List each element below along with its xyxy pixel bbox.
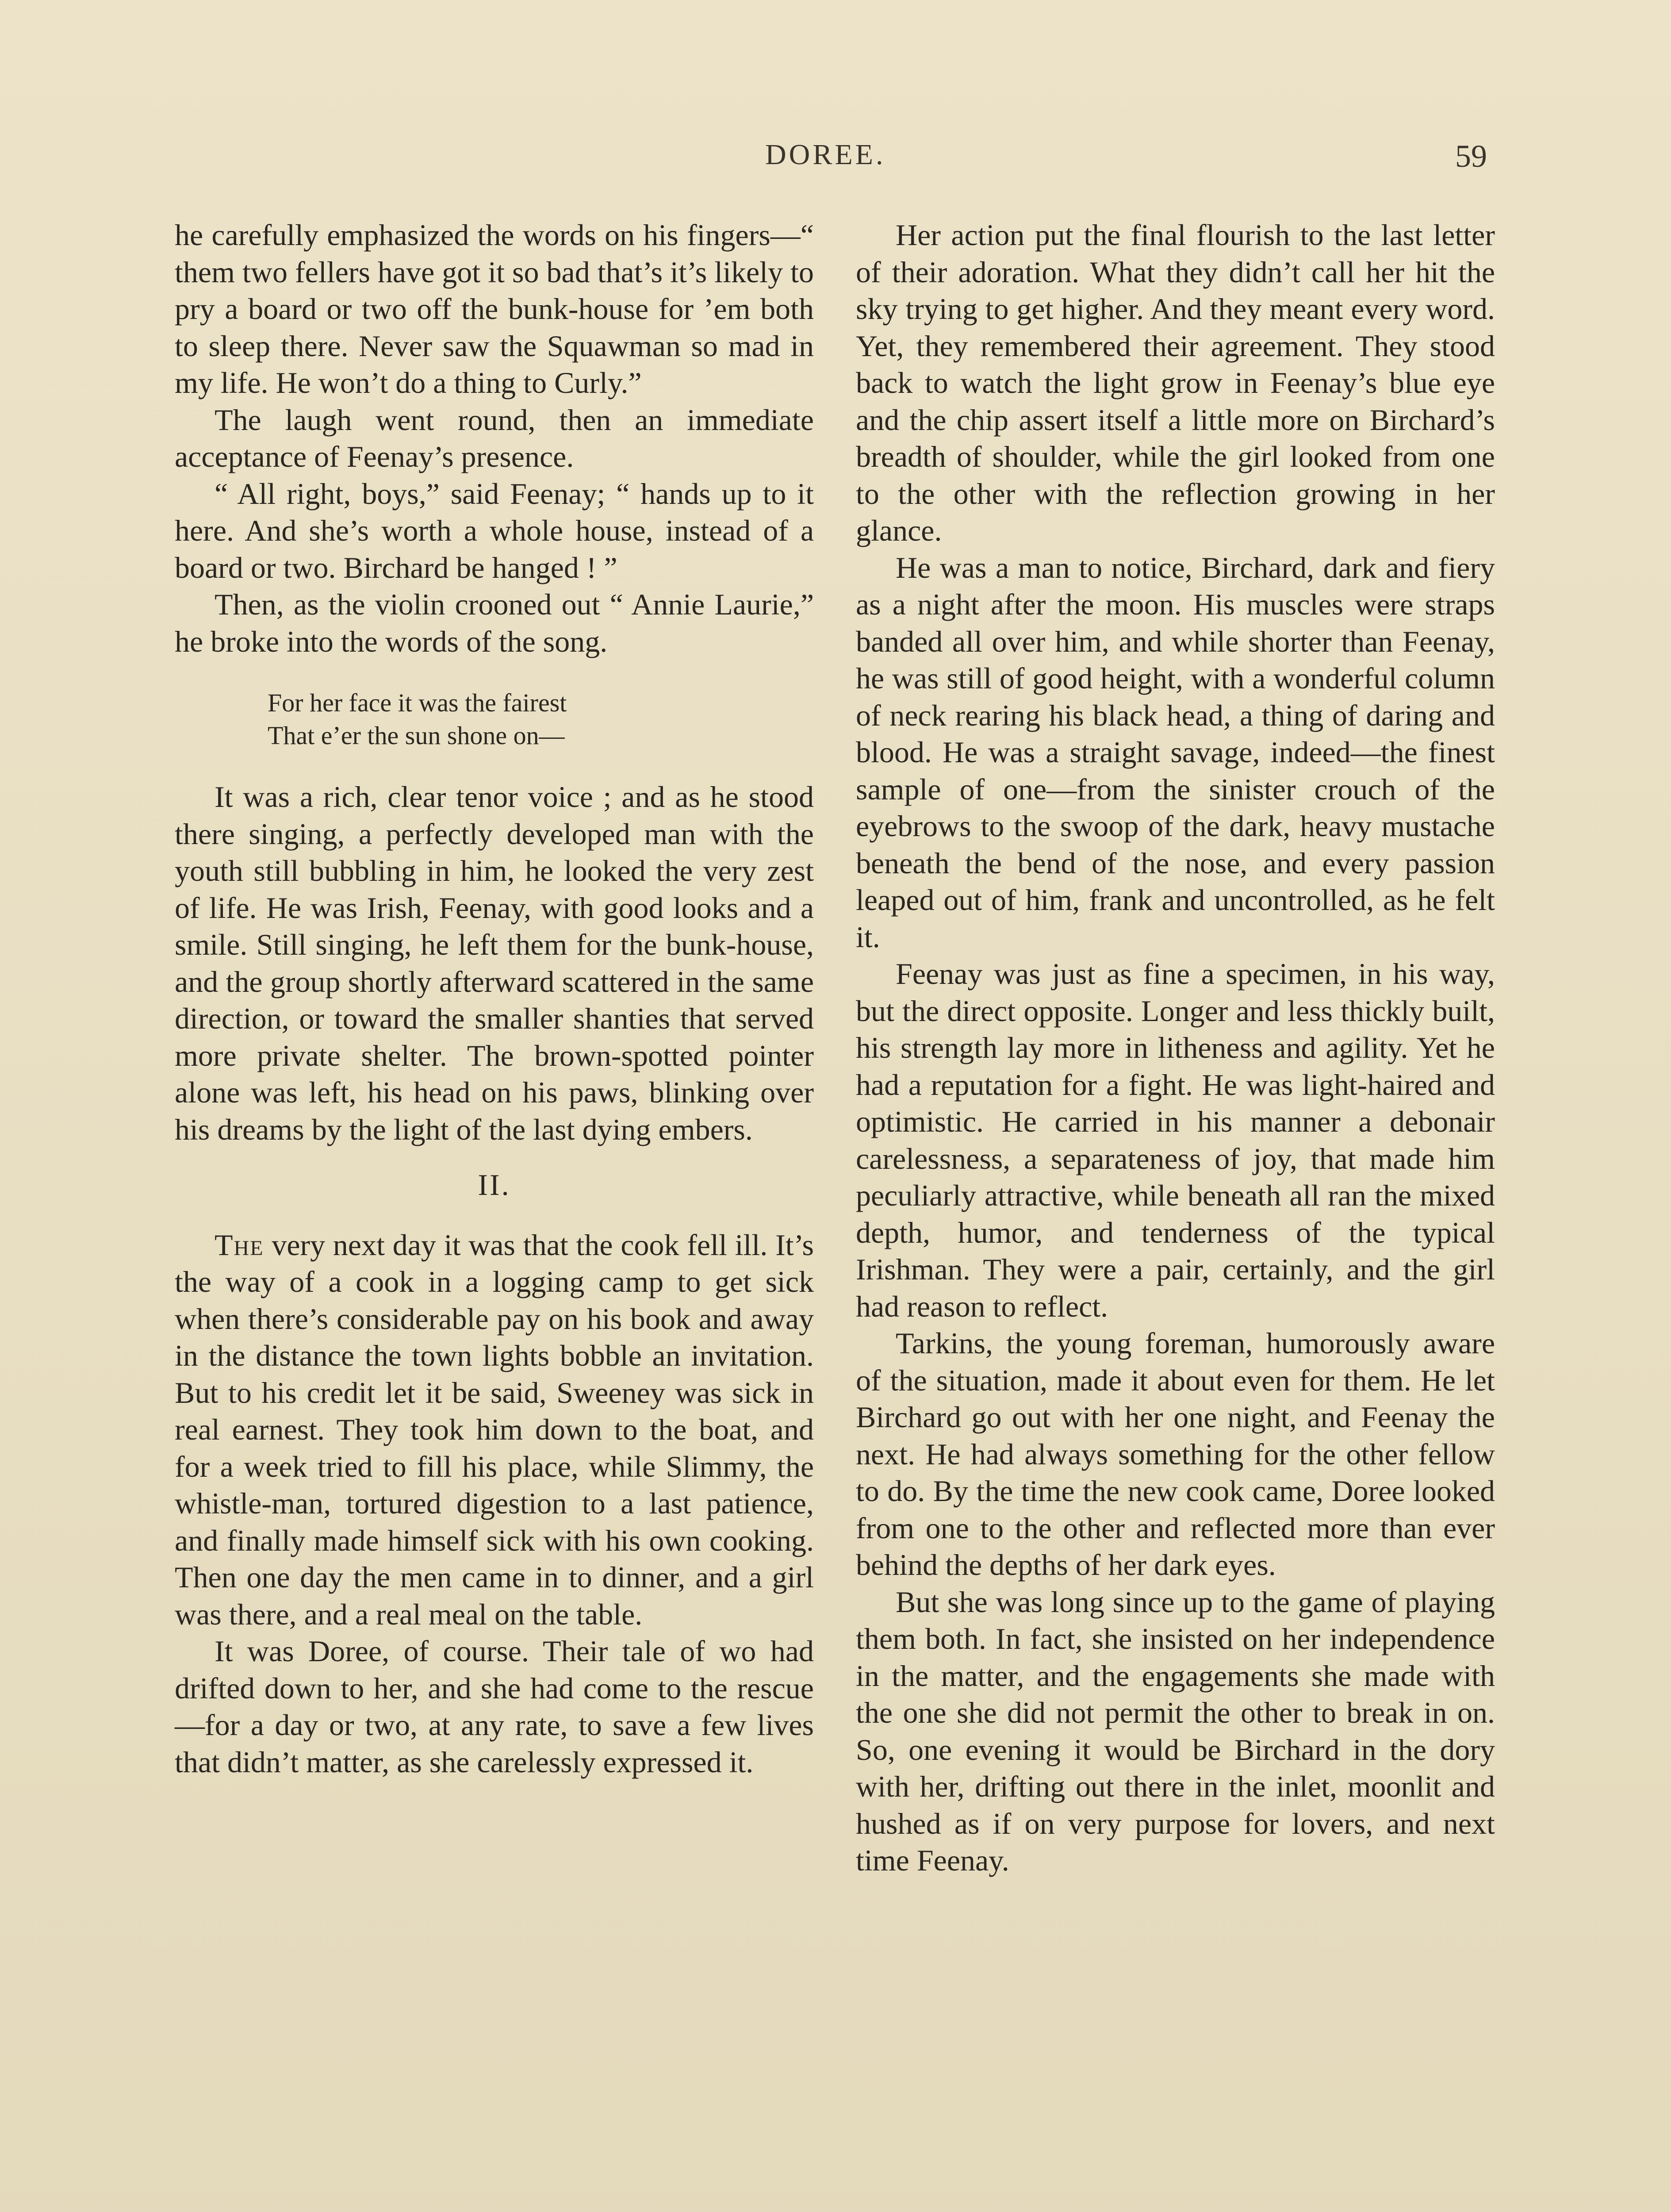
section-heading: II.: [478, 1168, 511, 1202]
verse-line: That e’er the sun shone on—: [268, 721, 565, 750]
lead-word: The: [215, 1228, 264, 1262]
verse-line: For her face it was the fairest: [268, 688, 567, 717]
paragraph: Then, as the violin crooned out “ Annie Laurie,” he broke into the words of the song.: [175, 588, 814, 658]
paragraph: But she was long since up to the game of playing them both. In fact, she insisted on her independence in the matter, and the engagements she made with the one she did not permit the other to break in on. So, one evening it would be Birchard in the dory with her, drifting out there in the inlet, moonlit and hushed as if on very purpose for lovers, and next time Feenay.: [856, 1585, 1495, 1877]
paragraph-text: very next day it was that the cook fell ill. It’s the way of a cook in a logging camp to get sick when there’s considerable pay on his book and away in the distance the town lights bobble an invitation. But to his credit let it be said, Sweeney was sick in real earnest. They took him down to the boat, and for a week tried to fill his place, while Slimmy, the whistle-man, tortured digestion to a last patience, and finally made himself sick with his own cooking. Then one day the men came in to dinner, and a girl was there, and a real meal on the table.: [175, 1228, 814, 1631]
running-title: DOREE.: [765, 138, 886, 171]
paragraph: “ All right, boys,” said Feenay; “ hands up to it here. And she’s worth a whole house, instead of a board or two. Birchard be hanged ! ”: [175, 476, 814, 584]
song-verse: [268, 687, 814, 752]
paragraph: It was Doree, of course. Their tale of wo had drifted down to her, and she had come to the rescue—for a day or two, at any rate, to save a few lives that didn’t matter, as she carelessly expressed it.: [175, 1634, 814, 1779]
paragraph: The laugh went round, then an immediate acceptance of Feenay’s presence.: [175, 403, 814, 473]
page-number: 59: [1455, 138, 1487, 174]
paragraph: Her action put the final flourish to the last letter of their adoration. What they didn’t call her hit the sky trying to get higher. And they meant every word. Yet, they remembered their agreement. They stood back to watch the light grow in Feenay’s blue eye and the chip assert itself a little more on Birchard’s breadth of shoulder, while the girl looked from one to the other with the reflection growing in her glance.: [856, 218, 1495, 547]
paragraph: [175, 1227, 814, 1633]
paragraph: Feenay was just as fine a specimen, in his way, but the direct opposite. Longer and less thickly built, his strength lay more in litheness and agility. Yet he had a reputation for a fight. He was light-haired and optimistic. He carried in his manner a debonair carelessness, a separateness of joy, that made him peculiarly attractive, while beneath all ran the mixed depth, humor, and tenderness of the typical Irishman. They were a pair, certainly, and the girl had reason to reflect.: [856, 957, 1495, 1323]
paragraph: It was a rich, clear tenor voice ; and as he stood there singing, a perfectly developed man with the youth still bubbling in him, he looked the very zest of life. He was Irish, Feenay, with good looks and a smile. Still singing, he left them for the bunk-house, and the group shortly afterward scattered in the same direction, or toward the smaller shanties that served more private shelter. The brown-spotted pointer alone was left, his head on his paws, blinking over his dreams by the light of the last dying embers.: [175, 780, 814, 1146]
paragraph: Tarkins, the young foreman, humorously aware of the situation, made it about even for them. He let Birchard go out with her one night, and Feenay the next. He had always something for the other fellow to do. By the time the new cook came, Doree looked from one to the other and reflected more than ever behind the depths of her dark eyes.: [856, 1326, 1495, 1582]
paragraph: He was a man to notice, Birchard, dark and fiery as a night after the moon. His muscles were straps banded all over him, and while shorter than Feenay, he was still of good height, with a wonderful column of neck rearing his black head, a thing of daring and blood. He was a straight savage, indeed—the finest sample of one—from the sinister crouch of the eyebrows to the swoop of the dark, heavy mustache beneath the bend of the nose, and every passion leaped out of him, frank and uncontrolled, as he felt it.: [856, 550, 1495, 954]
left-column: [175, 217, 814, 1781]
paragraph: he carefully emphasized the words on his fingers—“ them two fellers have got it so bad that’s it’s likely to pry a board or two off the bunk-house for ’em both to sleep there. Never saw the Squawman so mad in my life. He won’t do a thing to Curly.”: [175, 218, 814, 399]
right-column: [856, 217, 1495, 1879]
